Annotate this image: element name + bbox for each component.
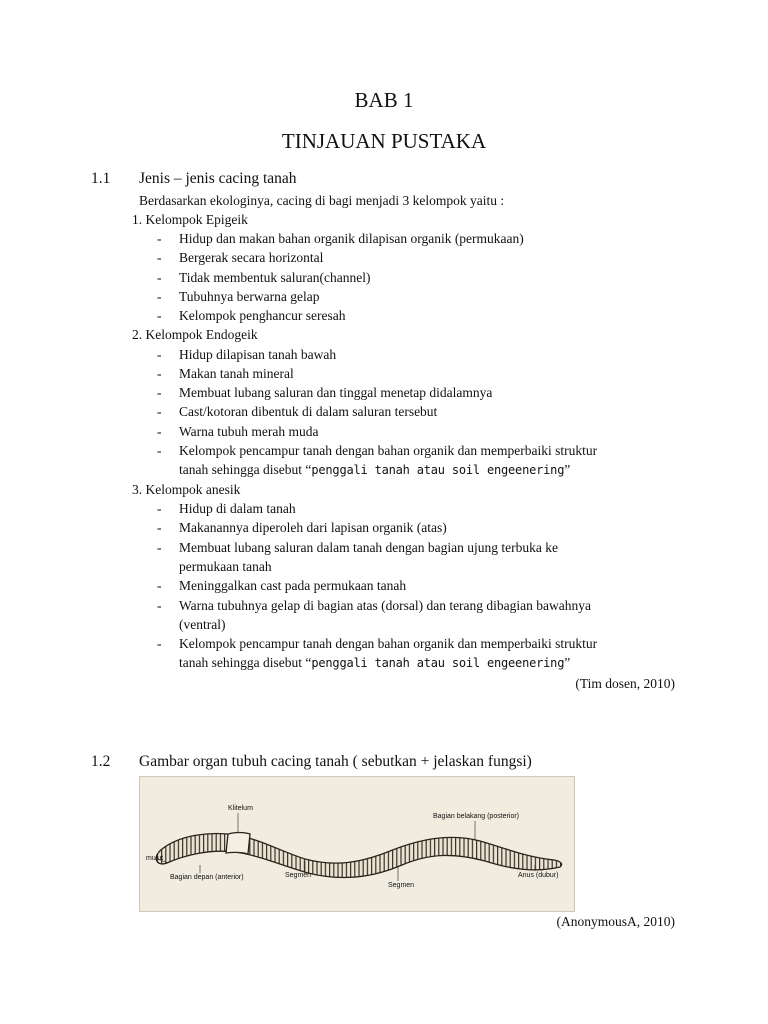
list-item: - Membuat lubang saluran dalam tanah dengan bagian ujung terbuka ke bbox=[157, 540, 559, 555]
list-item: - Kelompok pencampur tanah dengan bahan organik dan memperbaiki struktur bbox=[157, 443, 598, 458]
citation-1-2: (AnonymousA, 2010) bbox=[556, 914, 675, 929]
section-title: Gambar organ tubuh cacing tanah ( sebutkan + jelaskan fungsi) bbox=[139, 753, 532, 770]
list-item: - Kelompok pencampur tanah dengan bahan organik dan memperbaiki struktur bbox=[157, 636, 598, 651]
list-item: - Meninggalkan cast pada permukaan tanah bbox=[157, 578, 407, 593]
list-item: - Bergerak secara horizontal bbox=[157, 250, 324, 265]
list-item: - Makanannya diperoleh dari lapisan organik (atas) bbox=[157, 520, 447, 535]
section-1-1-heading bbox=[91, 170, 691, 190]
list-item: - Tubuhnya berwarna gelap bbox=[157, 289, 320, 304]
clitellum bbox=[226, 833, 250, 855]
list-item-continuation: (ventral) bbox=[179, 617, 226, 632]
list-item: - Cast/kotoran dibentuk di dalam saluran tersebut bbox=[157, 404, 438, 419]
earthworm-figure bbox=[139, 776, 575, 912]
citation-1-1: (Tim dosen, 2010) bbox=[575, 676, 675, 691]
list-item: - Warna tubuhnya gelap di bagian atas (dorsal) dan terang dibagian bawahnya bbox=[157, 598, 592, 613]
list-item: - Kelompok penghancur seresah bbox=[157, 308, 346, 323]
group-anesik-label: 3. Kelompok anesik bbox=[132, 482, 241, 497]
list-item-continuation: tanah sehingga disebut “penggali tanah atau soil engeenering” bbox=[179, 462, 571, 477]
list-item-continuation: permukaan tanah bbox=[179, 559, 272, 574]
list-item: - Hidup di dalam tanah bbox=[157, 501, 296, 516]
list-item: - Hidup dilapisan tanah bawah bbox=[157, 347, 337, 362]
section-1-2-heading bbox=[91, 753, 691, 773]
label-anterior: Bagian depan (anterior) bbox=[170, 874, 244, 881]
group-epigeik-label: 1. Kelompok Epigeik bbox=[132, 212, 248, 227]
label-anus: Anus (dubur) bbox=[518, 872, 559, 879]
list-item: - Tidak membentuk saluran(channel) bbox=[157, 270, 371, 285]
list-item: - Warna tubuh merah muda bbox=[157, 424, 319, 439]
label-klitelum: Klitelum bbox=[228, 805, 253, 812]
label-posterior: Bagian belakang (posterior) bbox=[433, 813, 519, 820]
section-intro: Berdasarkan ekologinya, cacing di bagi menjadi 3 kelompok yaitu : bbox=[139, 193, 505, 208]
worm-body bbox=[156, 834, 561, 878]
section-title: Jenis – jenis cacing tanah bbox=[139, 170, 297, 187]
list-item-continuation: tanah sehingga disebut “penggali tanah atau soil engeenering” bbox=[179, 655, 571, 670]
list-item: - Hidup dan makan bahan organik dilapisan organik (permukaan) bbox=[157, 231, 524, 246]
group-endogeik-label: 2. Kelompok Endogeik bbox=[132, 327, 258, 342]
label-segmen: Segmen bbox=[388, 882, 415, 889]
chapter-title: TINJAUAN PUSTAKA bbox=[281, 129, 487, 153]
label-mulut: mulut bbox=[146, 855, 164, 862]
section-number: 1.2 bbox=[91, 753, 111, 770]
section-number: 1.1 bbox=[91, 170, 111, 187]
earthworm-illustration bbox=[140, 777, 574, 911]
list-item: - Membuat lubang saluran dan tinggal menetap didalamnya bbox=[157, 385, 493, 400]
list-item: - Makan tanah mineral bbox=[157, 366, 294, 381]
chapter-label: BAB 1 bbox=[354, 88, 414, 112]
label-segmen: Segmen bbox=[285, 872, 312, 879]
